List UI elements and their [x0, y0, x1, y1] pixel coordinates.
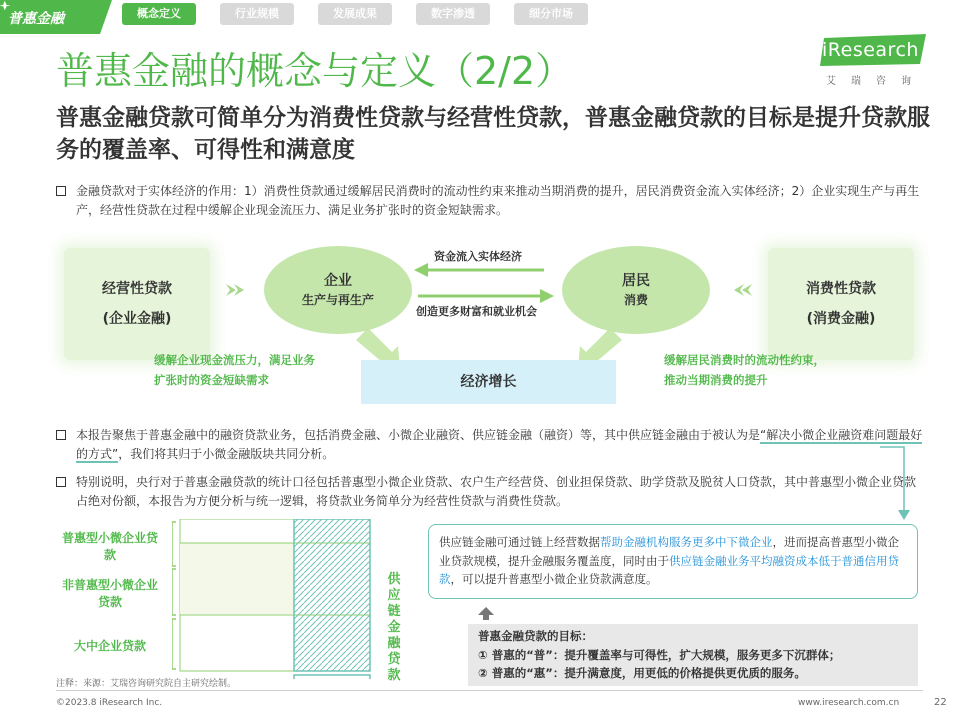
goal-item-coverage: ① 普惠的“普”：提升覆盖率与可得性，扩大规模，服务更多下沉群体；	[478, 647, 841, 662]
loan-structure-chart	[172, 519, 372, 680]
note-enterprise-cashflow: 缓解企业现金流压力，满足业务扩张时的资金短缺需求	[154, 353, 315, 387]
bullet-square-icon	[56, 430, 66, 440]
flow-label-jobs: 创造更多财富和就业机会	[416, 305, 537, 318]
paragraph-special-note	[56, 473, 926, 511]
note-consumer-liquidity: 缓解居民消费时的流动性约束，推动当期消费的提升	[664, 353, 825, 387]
bullet-square-icon	[56, 477, 66, 487]
logo-subtext: 艾瑞咨询	[826, 76, 926, 87]
paragraph-loan-role	[56, 182, 926, 220]
tab-segments[interactable]: 细分市场	[514, 3, 588, 25]
resident-sublabel: 消费	[623, 293, 648, 307]
supply-chain-vertical-label: 供应链金融贷款	[387, 572, 401, 683]
up-arrow-icon	[476, 606, 496, 622]
scope-highlight: “解决小微企业融资难问题最好的方式”	[76, 428, 923, 461]
iresearch-logo	[820, 34, 928, 87]
flow-label-funds-in: 资金流入实体经济	[434, 250, 522, 263]
business-loan-sublabel: (企业金融)	[102, 311, 172, 327]
row-label-inclusive-sme: 普惠型小微企业贷款	[61, 531, 158, 562]
scope-text-part1: 本报告聚焦于普惠金融中的融资贷款业务，包括消费金融、小微企业融资、供应链金融（融资）等，其中供应链金融由于被认为是	[76, 428, 761, 442]
footer-divider	[56, 690, 923, 691]
goal-title: 普惠金融贷款的目标：	[478, 629, 593, 643]
scope-text-part2: ，我们将其归于小微金融版块共同分析。	[118, 447, 335, 461]
business-loan-box	[64, 248, 210, 360]
source-note: 注释：来源：艾瑞咨询研究院自主研究绘制。	[56, 679, 237, 689]
callout-text-1: 供应链金融可通过链上经营数据	[439, 535, 600, 549]
tab-industry-scale[interactable]: 行业规模	[220, 3, 294, 25]
loan-goal-box	[468, 624, 918, 686]
tab-digital[interactable]: 数字渗透	[416, 3, 490, 25]
website-link[interactable]: www.iresearch.com.cn	[798, 698, 900, 708]
page-subtitle: 普惠金融贷款可简单分为消费性贷款与经营性贷款，普惠金融贷款的目标是提升贷款服务的覆盖率、可得性和满意度	[56, 105, 930, 163]
economic-growth-box: 经济增长	[361, 360, 616, 404]
callout-text-2: ，进而提高普惠型小微企业贷款规模，提升金融服务覆盖度，同时由于	[439, 535, 899, 568]
supply-chain-callout	[428, 524, 918, 599]
consumer-loan-label: 消费性贷款	[806, 281, 876, 297]
row-label-large-enterprise: 大中企业贷款	[73, 639, 146, 653]
tab-concept[interactable]: 概念定义	[122, 3, 196, 25]
section-tag-label: 普惠金融	[8, 11, 64, 27]
enterprise-sublabel: 生产与再生产	[301, 293, 374, 307]
resident-label: 居民	[622, 273, 650, 289]
row-label-non-inclusive-sme: 非普惠型小微企业贷款	[61, 578, 158, 609]
resident-ellipse	[562, 246, 710, 334]
section-tag	[0, 0, 112, 34]
enterprise-label: 企业	[324, 273, 352, 289]
copyright: ©2023.8 iResearch Inc.	[56, 698, 163, 708]
callout-text-3: ，可以提升普惠型小微企业贷款满意度。	[450, 572, 658, 586]
business-loan-label: 经营性贷款	[102, 281, 172, 297]
consumer-loan-box	[768, 248, 914, 360]
callout-highlight-2: 供应链金融业务平均融资成本低于普通信用贷款	[439, 553, 899, 586]
callout-connector-arrow	[880, 446, 920, 526]
callout-highlight-1: 帮助金融机构服务更多中下微企业	[600, 535, 773, 549]
page-number: 22	[934, 697, 947, 708]
goal-item-satisfaction: ② 普惠的“惠”：提升满意度，用更低的价格提供更优质的服务。	[478, 666, 806, 680]
logo-text: iResearch	[822, 39, 919, 61]
enterprise-ellipse	[264, 246, 412, 334]
paragraph-scope	[56, 426, 926, 464]
page-title: 普惠金融的概念与定义（2/2）	[56, 49, 574, 93]
paragraph-text: 特别说明，央行对于普惠金融贷款的统计口径包括普惠型小微企业贷款、农户生产经营贷、创业担保贷款、助学贷款及脱贫人口贷款，其中普惠型小微企业贷款占绝对份额，本报告为方便分析与统一逻辑，将贷款业务简单分为经营性贷款与消费性贷款。	[76, 475, 917, 508]
tab-development[interactable]: 发展成果	[318, 3, 392, 25]
paragraph-text	[76, 426, 926, 464]
paragraph-text: 金融贷款对于实体经济的作用：1）消费性贷款通过缓解居民消费时的流动性约束来推动当期消费的提升，居民消费资金流入实体经济；2）企业实现生产与再生产，经营性贷款在过程中缓解企业现金流压力、满足业务扩张时的资金短缺需求。	[76, 184, 920, 217]
consumer-loan-sublabel: (消费金融)	[806, 311, 876, 327]
bullet-square-icon	[56, 186, 66, 196]
